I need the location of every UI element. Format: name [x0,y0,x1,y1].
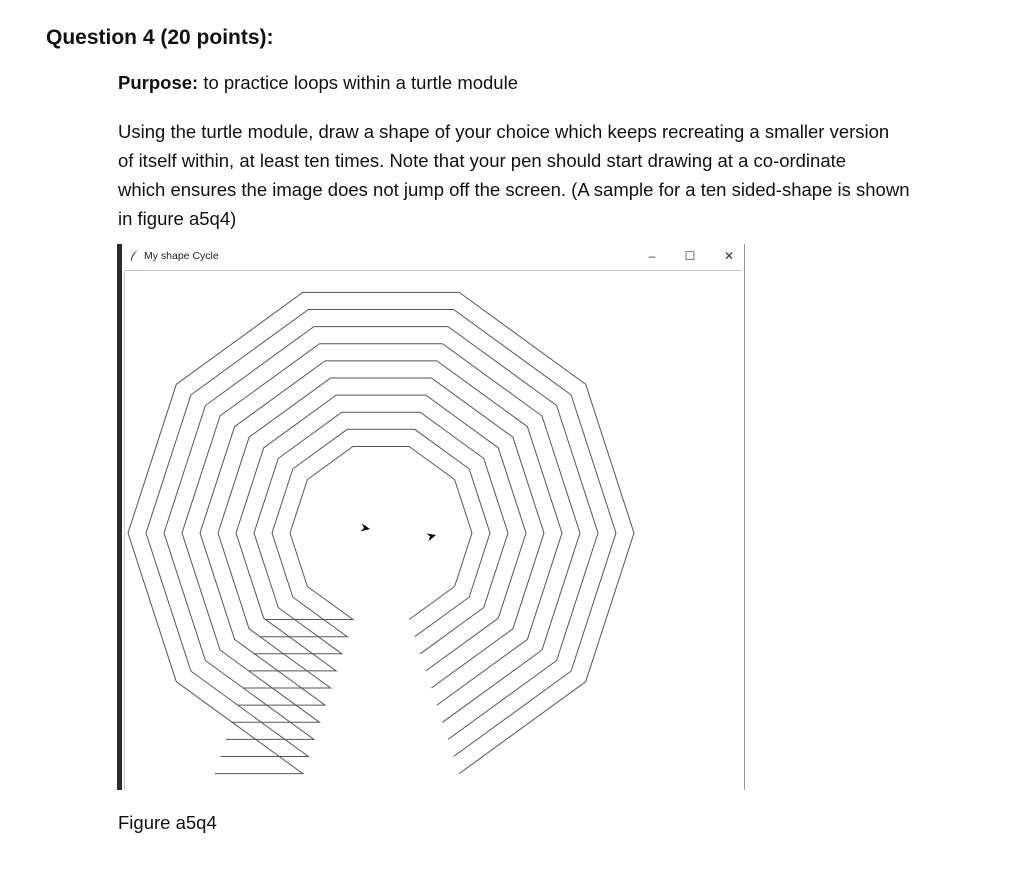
close-button[interactable]: ✕ [723,249,735,263]
maximize-button[interactable]: ☐ [684,249,696,263]
instructions-paragraph [118,117,998,233]
spiral-polygon [254,412,508,654]
spiral-polygon [146,310,616,757]
turtle-window [117,244,745,790]
figure-caption: Figure a5q4 [118,812,217,833]
minimize-button[interactable]: – [648,249,656,263]
spiral-polygon [265,447,472,620]
window-title: My shape Cycle [144,250,219,262]
window-left-border [117,244,122,790]
turtle-canvas [125,271,742,791]
window-right-border [744,244,745,790]
turtle-arrow-icon [360,523,370,532]
spiral-polygon [128,292,634,773]
paragraph-line: Using the turtle module, draw a shape of your choice which keeps recreating a smaller version [118,121,890,142]
spiral-polygon [259,429,490,636]
turtle-arrow-icon [426,531,437,541]
window-titlebar[interactable] [122,244,744,268]
spiral-polygon [218,378,544,688]
purpose-line [118,72,518,94]
paragraph-line: in figure a5q4) [118,208,237,229]
spiral-polygon [182,344,580,723]
purpose-text: to practice loops within a turtle module [198,72,518,93]
turtle-canvas-frame [124,270,742,791]
purpose-label: Purpose: [118,72,199,93]
paragraph-line: which ensures the image does not jump off the screen. (A sample for a ten sided-shape is shown [118,179,910,200]
question-heading: Question 4 (20 points): [46,26,274,49]
spiral-polygon [236,395,526,671]
spiral-polygon [164,327,598,740]
feather-icon [129,250,139,262]
paragraph-line: of itself within, at least ten times. Note that your pen should start drawing at a co-ordinate [118,150,847,171]
